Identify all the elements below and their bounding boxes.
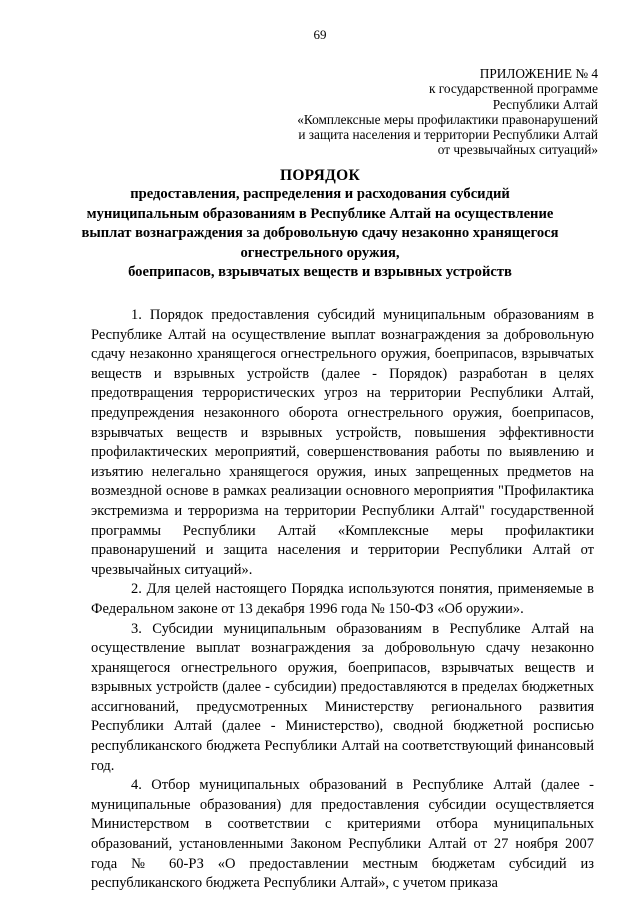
appendix-line: «Комплексные меры профилактики правонарушений: [297, 111, 598, 127]
subtitle-line: муниципальным образованиям в Республике Алтай на осуществление: [86, 205, 554, 222]
subtitle-line: огнестрельного оружия,: [240, 244, 400, 261]
appendix-line: Республики Алтай: [492, 96, 598, 112]
appendix-line: к государственной программе: [428, 81, 598, 97]
subtitle-line: предоставления, распределения и расходования субсидий: [130, 186, 510, 202]
document-title-block: [60, 166, 580, 283]
subtitle-line: боеприпасов, взрывчатых веществ и взрывных устройств: [128, 264, 512, 280]
appendix-line: от чрезвычайных ситуаций»: [437, 142, 598, 158]
appendix-line: ПРИЛОЖЕНИЕ № 4: [479, 66, 598, 81]
document-title: ПОРЯДОК: [279, 167, 361, 184]
document-body: [91, 306, 594, 894]
appendix-line: и защита населения и территории Республики Алтай: [298, 127, 598, 143]
page-number: 69: [313, 27, 327, 42]
paragraph-4: 4. Отбор муниципальных образований в Республике Алтай (далее - муниципальные образования) для предоставления субсидии осуществляется Министерством в соответствии с критериями отбора муниципальных образований, установленными Законом Республики Алтай от 27 ноября 2007 года № 60-РЗ «О предоставлении местным бюджетам субсидий из республиканского бюджета Республики Алтай», с учетом приказа: [91, 777, 594, 892]
subtitle-line: выплат вознаграждения за добровольную сдачу незаконно хранящегося: [81, 225, 559, 241]
paragraph-2: 2. Для целей настоящего Порядка используются понятия, применяемые в Федеральном законе от 13 декабря 1996 года № 150-ФЗ «Об оружии».: [91, 581, 594, 617]
paragraph-3: 3. Субсидии муниципальным образованиям в Республике Алтай на осуществление выплат вознаграждения за добровольную сдачу незаконно хранящегося огнестрельного оружия, боеприпасов, взрывчатых веществ и взрывных устройств (далее - субсидии) предоставляются в пределах бюджетных ассигнований, предусмотренных Министерству регионального развития Республики Алтай (далее - Министерство), сводной бюджетной росписью республиканского бюджета Республики Алтай на соответствующий финансовый год.: [91, 620, 594, 774]
paragraph-1: 1. Порядок предоставления субсидий муниципальным образованиям в Республике Алтай на осуществление выплат вознаграждения за добровольную сдачу незаконно хранящегося огнестрельного оружия, боеприпасов, взрывчатых веществ и взрывных устройств (далее - Порядок) разработан в целях предотвращения террористических угроз на территории Республики Алтай, предупреждения незаконного оборота огнестрельного оружия, боеприпасов, взрывчатых веществ и взрывных устройств, повышения эффективности профилактических мероприятий, совершенствования работы по выявлению и изъятию нелегально хранящегося оружия, иных запрещенных предметов на возмездной основе в рамках реализации основного мероприятия "Профилактика экстремизма и терроризма на территории Республики Алтай" государственной программы Республики Алтай «Комплексные меры профилактики правонарушений и защита населения и территории Республики Алтай от чрезвычайных ситуаций».: [91, 307, 594, 578]
appendix-header: [238, 66, 598, 158]
